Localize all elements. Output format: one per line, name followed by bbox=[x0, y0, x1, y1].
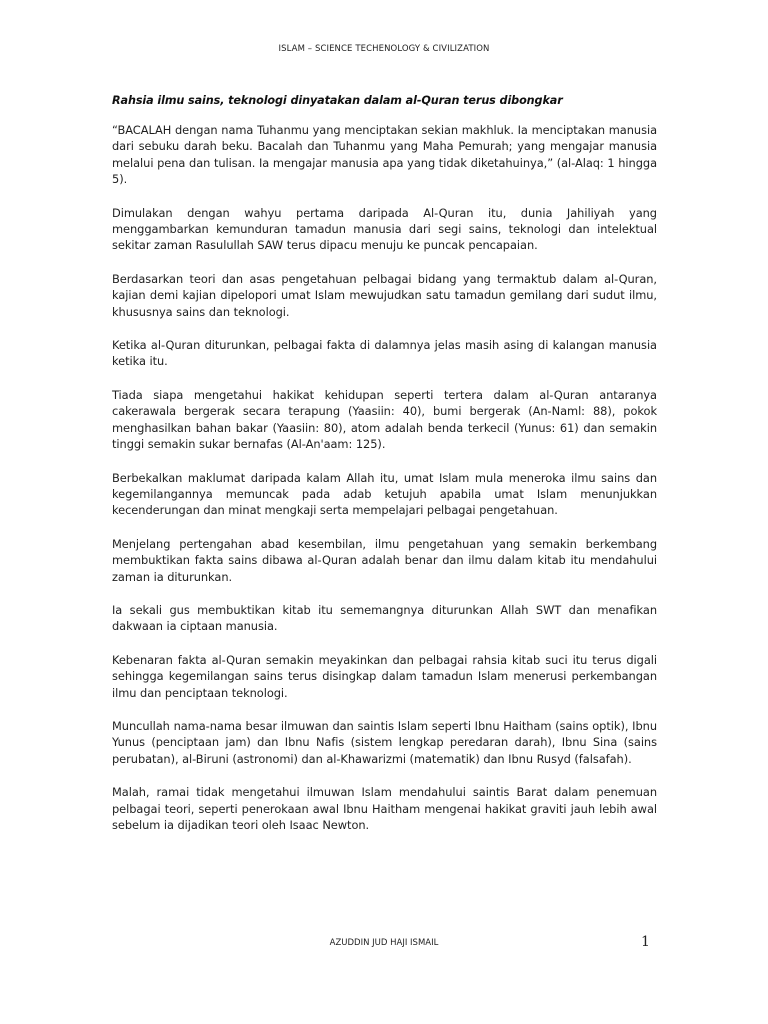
paragraph-11: Malah, ramai tidak mengetahui ilmuwan Islam mendahului saintis Barat dalam penemuan pelbagai teori, seperti penerokaan awal Ibnu Haitham mengenai hakikat graviti jauh lebih awal sebelum ia dijadikan teori oleh Isaac Newton. bbox=[112, 785, 657, 832]
paragraph-9: Kebenaran fakta al-Quran semakin meyakinkan dan pelbagai rahsia kitab suci itu terus digali sehingga kegemilangan sains terus disingkap dalam tamadun Islam menerusi perkembangan ilmu dan penciptaan teknologi. bbox=[112, 652, 657, 700]
paragraph-6: Berbekalkan maklumat daripada kalam Allah itu, umat Islam mula meneroka ilmu sains dan kegemilangannya memuncak pada adab ketujuh apabila umat Islam menunjukkan kecenderungan dan minat mengkaji serta mempelajari pelbagai pengetahuan. bbox=[112, 470, 657, 518]
paragraph-5: Tiada siapa mengetahui hakikat kehidupan seperti tertera dalam al-Quran antaranya cakerawala bergerak secara terapung (Yaasiin: 40), bumi bergerak (An-Naml: 88), pokok menghasilkan bahan bakar (Yaasiin: 80), atom adalah benda terkecil (Yunus: 61) dan semakin tinggi semakin sukar bernafas (Al-An'aam: 125). bbox=[112, 387, 657, 452]
paragraph-8: Ia sekali gus membuktikan kitab itu sememangnya diturunkan Allah SWT dan menafikan dakwaan ia ciptaan manusia. bbox=[112, 602, 657, 634]
page-header: ISLAM – SCIENCE TECHENOLOGY & CIVILIZATION bbox=[278, 44, 490, 54]
article-body bbox=[112, 94, 657, 850]
article-title: Rahsia ilmu sains, teknologi dinyatakan dalam al-Quran terus dibongkar bbox=[112, 94, 563, 107]
page-number: 1 bbox=[641, 934, 650, 950]
paragraph-10: Muncullah nama-nama besar ilmuwan dan saintis Islam seperti Ibnu Haitham (sains optik), Ibnu Yunus (penciptaan jam) dan Ibnu Nafis (sistem lengkap peredaran darah), Ibnu Sina (sains perubatan), al-Biruni (astronomi) dan al-Khawarizmi (matematik) dan Ibnu Rusyd (falsafah). bbox=[112, 718, 657, 766]
paragraph-3: Berdasarkan teori dan asas pengetahuan pelbagai bidang yang termaktub dalam al-Quran, kajian demi kajian dipelopori umat Islam mewujudkan satu tamadun gemilang dari sudut ilmu, khususnya sains dan teknologi. bbox=[112, 271, 657, 319]
paragraph-7: Menjelang pertengahan abad kesembilan, ilmu pengetahuan yang semakin berkembang membuktikan fakta sains dibawa al-Quran adalah benar dan ilmu dalam kitab itu mendahului zaman ia diturunkan. bbox=[112, 536, 657, 584]
footer-author: AZUDDIN JUD HAJI ISMAIL bbox=[329, 938, 439, 948]
paragraph-1: “BACALAH dengan nama Tuhanmu yang menciptakan sekian makhluk. Ia menciptakan manusia dari sebuku darah beku. Bacalah dan Tuhanmu yang Maha Pemurah; yang mengajar manusia melalui pena dan tulisan. Ia mengajar manusia apa yang tidak diketahuinya,” (al-Alaq: 1 hingga 5). bbox=[112, 123, 657, 187]
paragraph-4: Ketika al-Quran diturunkan, pelbagai fakta di dalamnya jelas masih asing di kalangan manusia ketika itu. bbox=[112, 338, 657, 369]
paragraph-2: Dimulakan dengan wahyu pertama daripada Al-Quran itu, dunia Jahiliyah yang menggambarkan kemunduran tamadun manusia dari segi sains, teknologi dan intelektual sekitar zaman Rasulullah SAW terus dipacu menuju ke puncak pencapaian. bbox=[112, 205, 657, 253]
